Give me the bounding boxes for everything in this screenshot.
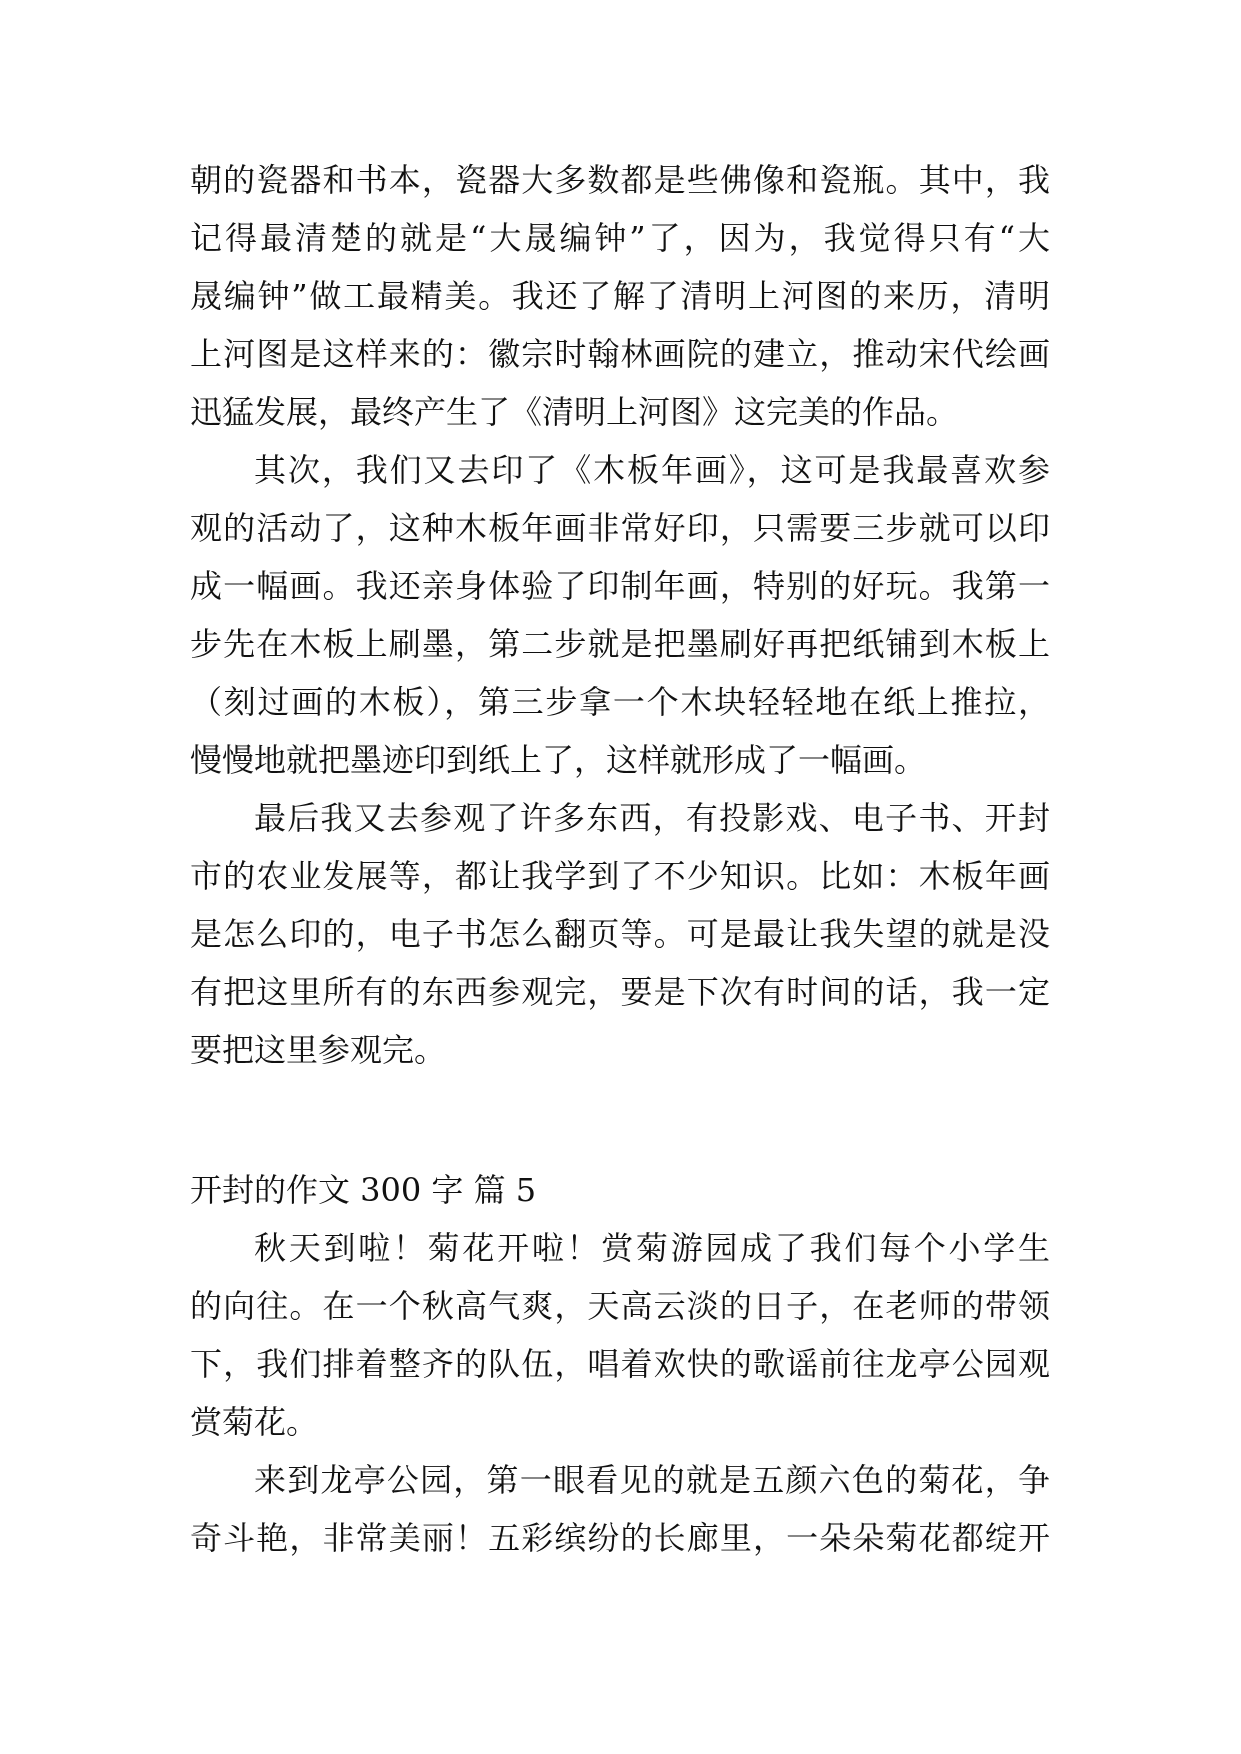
paragraph-2-line-6: 慢慢地就把墨迹印到纸上了，这样就形成了一幅画。 [190, 741, 927, 779]
paragraph-1-line-4: 上河图是这样来的：徽宗时翰林画院的建立，推动宋代绘画 [190, 335, 1050, 373]
paragraph-1-line-3: 晟编钟”做工最精美。我还了解了清明上河图的来历，清明 [190, 277, 1050, 315]
paragraph-3-line-4: 有把这里所有的东西参观完，要是下次有时间的话，我一定 [190, 973, 1050, 1011]
paragraph-2-line-1: 其次，我们又去印了《木板年画》，这可是我最喜欢参 [254, 451, 1050, 489]
paragraph-4-line-4: 赏菊花。 [190, 1403, 319, 1441]
paragraph-5-line-1: 来到龙亭公园，第一眼看见的就是五颜六色的菊花，争 [254, 1461, 1050, 1499]
paragraph-4-line-2: 的向往。在一个秋高气爽，天高云淡的日子，在老师的带领 [190, 1287, 1050, 1325]
paragraph-4-line-3: 下，我们排着整齐的队伍，唱着欢快的歌谣前往龙亭公园观 [190, 1345, 1050, 1383]
paragraph-1-line-2: 记得最清楚的就是“大晟编钟”了，因为，我觉得只有“大 [190, 219, 1050, 257]
paragraph-2-line-3: 成一幅画。我还亲身体验了印制年画，特别的好玩。我第一 [190, 567, 1050, 605]
paragraph-3-line-2: 市的农业发展等，都让我学到了不少知识。比如：木板年画 [190, 857, 1050, 895]
paragraph-1-line-1: 朝的瓷器和书本，瓷器大多数都是些佛像和瓷瓶。其中，我 [190, 161, 1050, 199]
paragraph-1-line-5: 迅猛发展，最终产生了《清明上河图》这完美的作品。 [190, 393, 959, 431]
paragraph-2-line-5: （刻过画的木板），第三步拿一个木块轻轻地在纸上推拉， [190, 683, 1050, 721]
paragraph-3-line-3: 是怎么印的，电子书怎么翻页等。可是最让我失望的就是没 [190, 915, 1050, 953]
paragraph-3-line-1: 最后我又去参观了许多东西，有投影戏、电子书、开封 [254, 799, 1050, 837]
paragraph-2-line-4: 步先在木板上刷墨，第二步就是把墨刷好再把纸铺到木板上 [190, 625, 1050, 663]
paragraph-4-line-1: 秋天到啦！菊花开啦！赏菊游园成了我们每个小学生 [254, 1229, 1050, 1267]
paragraph-3-line-5: 要把这里参观完。 [190, 1031, 447, 1069]
paragraph-5-line-2: 奇斗艳，非常美丽！五彩缤纷的长廊里，一朵朵菊花都绽开 [190, 1519, 1050, 1557]
paragraph-2-line-2: 观的活动了，这种木板年画非常好印，只需要三步就可以印 [190, 509, 1050, 547]
section-heading: 开封的作文 300 字 篇 5 [190, 1171, 537, 1209]
